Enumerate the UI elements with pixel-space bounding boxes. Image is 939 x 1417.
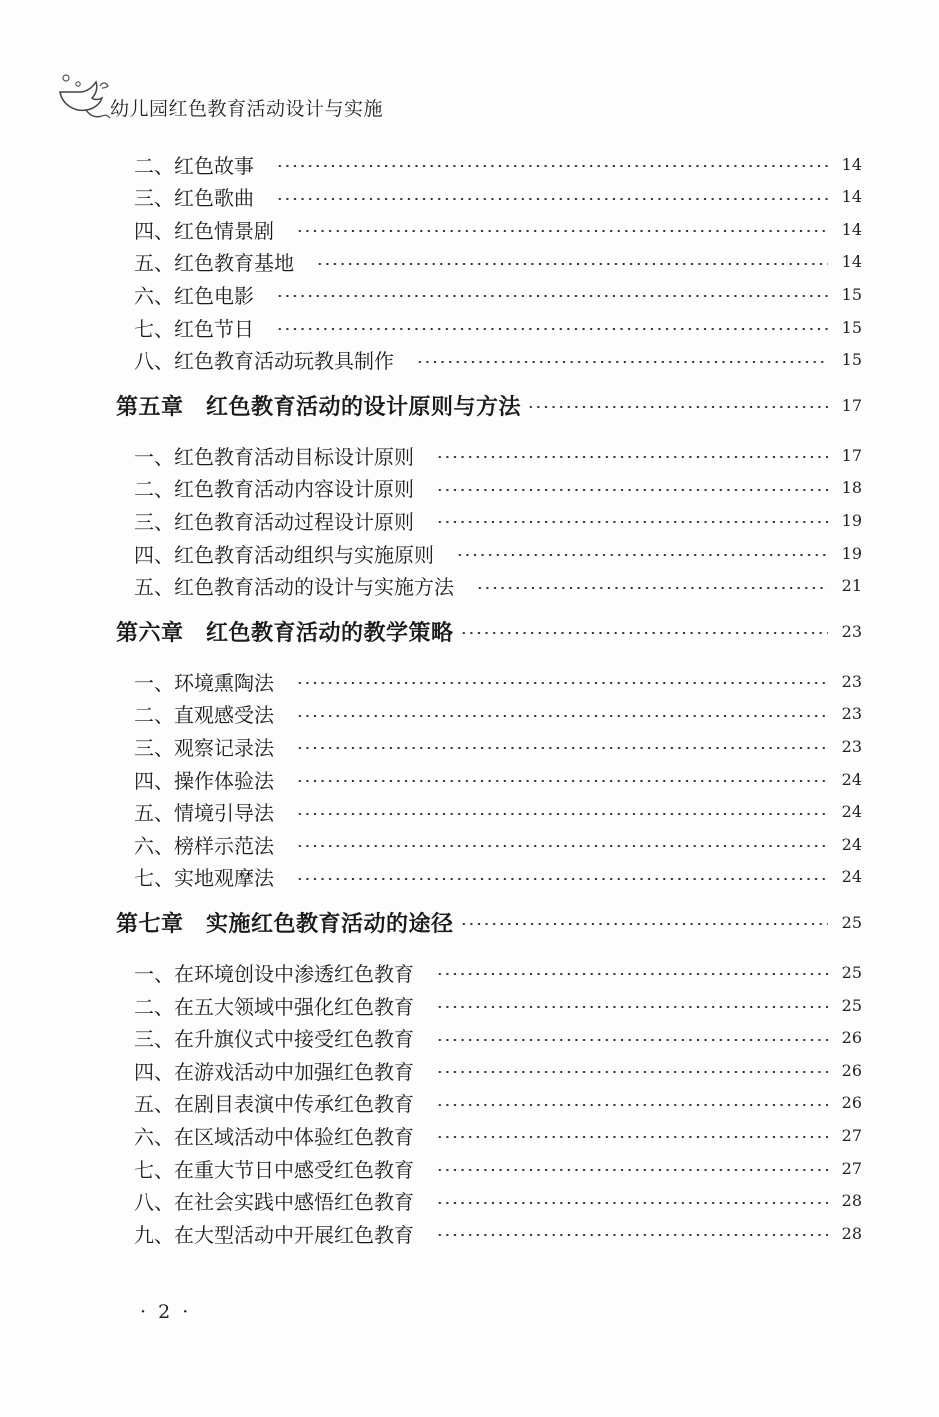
dot-leader xyxy=(436,1169,828,1171)
toc-page-number: 25 xyxy=(841,995,862,1015)
toc-section-entry xyxy=(116,1120,862,1150)
toc-section-entry xyxy=(116,247,862,277)
toc-page-number: 14 xyxy=(841,252,862,272)
toc-entry-title: 四、红色教育活动组织与实施原则 xyxy=(134,542,434,567)
dot-leader xyxy=(436,1136,828,1138)
toc-section-entry xyxy=(116,538,862,568)
toc-page-number: 23 xyxy=(841,736,862,756)
dot-leader xyxy=(436,1006,828,1008)
toc-entry-title: 九、在大型活动中开展红色教育 xyxy=(134,1222,414,1247)
toc-entry-title: 四、在游戏活动中加强红色教育 xyxy=(134,1059,414,1084)
toc-page-number: 17 xyxy=(841,445,862,465)
dot-leader xyxy=(436,1071,828,1073)
toc-page-number: 27 xyxy=(841,1158,862,1178)
dot-leader xyxy=(436,1202,828,1204)
dot-leader xyxy=(436,1104,828,1106)
toc-page-number: 19 xyxy=(841,543,862,563)
toc-entry-title: 七、在重大节日中感受红色教育 xyxy=(134,1157,414,1182)
dot-leader xyxy=(276,295,828,297)
dot-leader xyxy=(296,230,828,232)
dot-leader xyxy=(436,456,828,458)
toc-section-entry xyxy=(116,1218,862,1248)
toc-entry-title: 一、红色教育活动目标设计原则 xyxy=(134,444,414,469)
toc-page-number: 28 xyxy=(841,1191,862,1211)
table-of-contents xyxy=(116,0,862,1300)
toc-entry-title: 三、红色歌曲 xyxy=(134,186,254,211)
toc-page-number: 27 xyxy=(841,1125,862,1145)
toc-entry-title: 七、红色节日 xyxy=(134,316,254,341)
dot-leader xyxy=(436,489,828,491)
toc-entry-title: 八、红色教育活动玩教具制作 xyxy=(134,349,394,374)
toc-chapter-entry xyxy=(116,390,862,420)
toc-entry-title: 二、在五大领域中强化红色教育 xyxy=(134,994,414,1019)
toc-entry-title: 二、直观感受法 xyxy=(134,703,274,728)
toc-entry-title: 二、红色教育活动内容设计原则 xyxy=(134,477,414,502)
dot-leader xyxy=(527,406,828,408)
dot-leader xyxy=(296,780,828,782)
dot-leader xyxy=(416,361,828,363)
toc-section-entry xyxy=(116,731,862,761)
toc-section-entry xyxy=(116,279,862,309)
toc-chapter-entry xyxy=(116,616,862,646)
toc-page-number: 26 xyxy=(841,1060,862,1080)
toc-section-entry xyxy=(116,149,862,179)
toc-page-number: 25 xyxy=(841,962,862,982)
toc-page-number: 17 xyxy=(841,395,862,415)
dove-logo-icon xyxy=(56,70,116,126)
toc-section-entry xyxy=(116,505,862,535)
toc-entry-title: 三、观察记录法 xyxy=(134,735,274,760)
toc-entry-title: 一、环境熏陶法 xyxy=(134,670,274,695)
dot-leader xyxy=(436,1039,828,1041)
toc-section-entry xyxy=(116,797,862,827)
toc-entry-title: 五、红色教育基地 xyxy=(134,251,294,276)
dot-leader xyxy=(276,165,828,167)
toc-entry-title: 五、情境引导法 xyxy=(134,801,274,826)
dot-leader xyxy=(296,682,828,684)
toc-page-number: 23 xyxy=(841,671,862,691)
toc-page-number: 23 xyxy=(841,704,862,724)
toc-page-number: 15 xyxy=(841,350,862,370)
toc-entry-title: 五、红色教育活动的设计与实施方法 xyxy=(134,575,454,600)
toc-section-entry xyxy=(116,182,862,212)
toc-section-entry xyxy=(116,862,862,892)
toc-page-number: 14 xyxy=(841,187,862,207)
toc-page-number: 28 xyxy=(841,1223,862,1243)
page-number: · 2 · xyxy=(140,1301,192,1323)
dot-leader xyxy=(296,845,828,847)
toc-page-number: 14 xyxy=(841,154,862,174)
toc-section-entry xyxy=(116,666,862,696)
toc-page-number: 26 xyxy=(841,1028,862,1048)
toc-entry-title: 六、榜样示范法 xyxy=(134,833,274,858)
toc-section-entry xyxy=(116,1023,862,1053)
toc-section-entry xyxy=(116,214,862,244)
toc-section-entry xyxy=(116,957,862,987)
toc-entry-title: 第五章 红色教育活动的设计原则与方法 xyxy=(116,394,522,420)
toc-page-number: 14 xyxy=(841,219,862,239)
dot-leader xyxy=(476,587,828,589)
toc-entry-title: 八、在社会实践中感悟红色教育 xyxy=(134,1190,414,1215)
toc-page-number: 15 xyxy=(841,317,862,337)
dot-leader xyxy=(296,813,828,815)
toc-entry-title: 四、红色情景剧 xyxy=(134,218,274,243)
dot-leader xyxy=(296,747,828,749)
toc-page-number: 24 xyxy=(841,867,862,887)
dot-leader xyxy=(436,1234,828,1236)
toc-section-entry xyxy=(116,473,862,503)
toc-section-entry xyxy=(116,990,862,1020)
toc-entry-title: 二、红色故事 xyxy=(134,153,254,178)
dot-leader xyxy=(296,715,828,717)
toc-page-number: 24 xyxy=(841,834,862,854)
toc-entry-title: 六、在区域活动中体验红色教育 xyxy=(134,1124,414,1149)
toc-page-number: 15 xyxy=(841,284,862,304)
dot-leader xyxy=(460,923,828,925)
toc-section-entry xyxy=(116,1055,862,1085)
toc-chapter-entry xyxy=(116,907,862,937)
toc-section-entry xyxy=(116,1186,862,1216)
dot-leader xyxy=(460,632,828,634)
toc-page-number: 19 xyxy=(841,510,862,530)
toc-entry-title: 第六章 红色教育活动的教学策略 xyxy=(116,620,454,646)
dot-leader xyxy=(436,521,828,523)
toc-section-entry xyxy=(116,829,862,859)
toc-entry-title: 三、红色教育活动过程设计原则 xyxy=(134,509,414,534)
toc-section-entry xyxy=(116,345,862,375)
dot-leader xyxy=(276,328,828,330)
toc-entry-title: 六、红色电影 xyxy=(134,283,254,308)
toc-page-number: 21 xyxy=(841,576,862,596)
toc-page-number: 23 xyxy=(841,621,862,641)
toc-entry-title: 三、在升旗仪式中接受红色教育 xyxy=(134,1027,414,1052)
toc-section-entry xyxy=(116,764,862,794)
toc-entry-title: 四、操作体验法 xyxy=(134,768,274,793)
book-title: 幼儿园红色教育活动设计与实施 xyxy=(110,98,384,120)
toc-page-number: 26 xyxy=(841,1093,862,1113)
toc-entry-title: 一、在环境创设中渗透红色教育 xyxy=(134,961,414,986)
toc-section-entry xyxy=(116,1088,862,1118)
toc-page-number: 25 xyxy=(841,912,862,932)
dot-leader xyxy=(436,973,828,975)
dot-leader xyxy=(296,878,828,880)
toc-entry-title: 七、实地观摩法 xyxy=(134,866,274,891)
toc-section-entry xyxy=(116,440,862,470)
toc-page-number: 24 xyxy=(841,802,862,822)
dot-leader xyxy=(456,554,828,556)
toc-entry-title: 五、在剧目表演中传承红色教育 xyxy=(134,1092,414,1117)
dot-leader xyxy=(316,263,828,265)
toc-page-number: 24 xyxy=(841,769,862,789)
toc-section-entry xyxy=(116,1153,862,1183)
toc-entry-title: 第七章 实施红色教育活动的途径 xyxy=(116,911,454,937)
toc-section-entry xyxy=(116,699,862,729)
toc-section-entry xyxy=(116,571,862,601)
toc-page-number: 18 xyxy=(841,478,862,498)
dot-leader xyxy=(276,198,828,200)
toc-section-entry xyxy=(116,312,862,342)
